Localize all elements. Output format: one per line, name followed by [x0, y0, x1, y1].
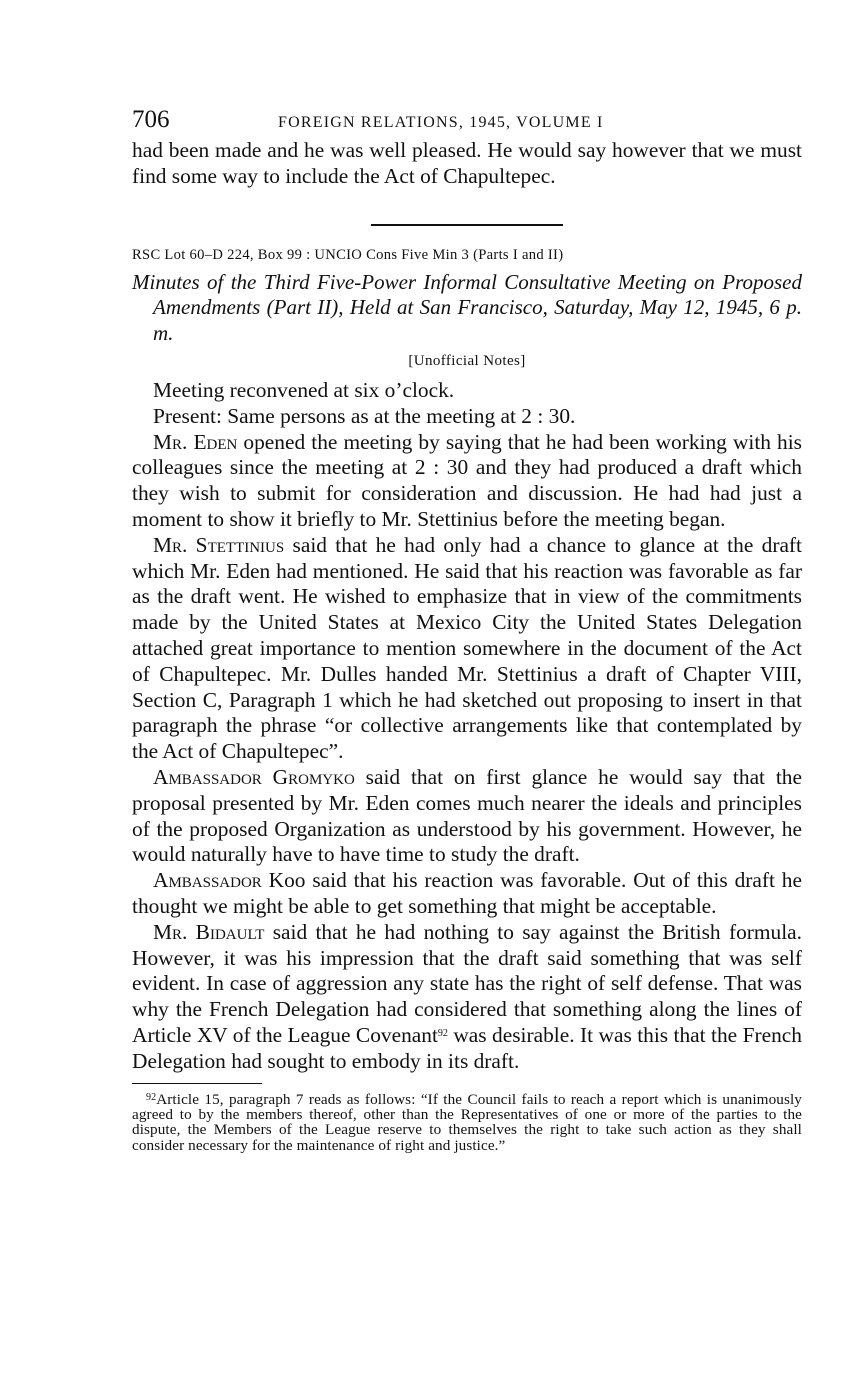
page-header: [132, 106, 802, 138]
paragraph: Mr. Eden opened the meeting by saying that he had been working with his colleagues since the meeting at 2 : 30 and they had produced a draft which they wish to submit for consideration and discussion. He had had just a moment to show it briefly to Mr. Stettinius before the meeting began.: [132, 429, 802, 531]
document-source: RSC Lot 60–D 224, Box 99 : UNCIO Cons Five Min 3 (Parts I and II): [132, 246, 564, 263]
document-title: Minutes of the Third Five-Power Informal Consultative Meeting on Proposed Amendments (Part II), Held at San Francisco, Saturday, May 12, 1945, 6 p. m.: [132, 269, 802, 346]
page-number: 706: [132, 106, 170, 133]
paragraph: Present: Same persons as at the meeting at 2 : 30.: [153, 403, 576, 428]
paragraph: Mr. Stettinius said that he had only had a chance to glance at the draft which Mr. Eden had mentioned. He said that his reaction was favorable as far as the draft went. He wished to emphasize that in view of the commitments made by the United States at Mexico City the United States Delegation attached great importance to mention somewhere in the document of the Act of Chapultepec. Mr. Dulles handed Mr. Stettinius a draft of Chapter VIII, Section C, Paragraph 1 which he had sketched out proposing to insert in that paragraph the phrase “or collective arrangements like that contemplated by the Act of Chapultepec”.: [132, 532, 803, 764]
carryover-paragraph: had been made and he was well pleased. He would say however that we must find some way to include the Act of Chapultepec.: [132, 138, 802, 188]
speaker: Mr. Bidault: [153, 919, 265, 944]
footnote-divider: [132, 1083, 262, 1084]
footnote-reference[interactable]: 92: [437, 1027, 448, 1039]
unofficial-notes-label: [Unofficial Notes]: [408, 352, 526, 369]
section-divider: [371, 224, 563, 226]
paragraph: Meeting reconvened at six o’clock.: [153, 377, 455, 402]
paragraph: Mr. Bidault said that he had nothing to say against the British formula. However, it was his impression that the draft said something that was self evident. In case of aggression any state has the right of self defense. That was why the French Delegation had considered that something along the lines of Article XV of the League Covenant$^{92}$ was desirable. It was this that the French Delegation had sought to embody in its draft.: [132, 919, 803, 1073]
speaker: Ambassador Gromyko: [153, 764, 355, 789]
speaker: Mr. Eden: [153, 429, 238, 454]
paragraph: Ambassador Koo said that his reaction was favorable. Out of this draft he thought we might be able to get something that might be acceptable.: [132, 868, 802, 918]
footnote-marker: 92: [146, 1091, 157, 1103]
speaker: Mr. Stettinius: [153, 532, 285, 557]
page: [132, 106, 802, 1153]
paragraph: Ambassador Gromyko said that on first glance he would say that the proposal presented by Mr. Eden comes much nearer the ideals and principles of the proposed Organization as understood by his government. However, he would naturally have to have time to study the draft.: [132, 764, 802, 867]
minutes-body: [132, 378, 802, 1075]
footnote: $^{92}$Article 15, paragraph 7 reads as follows: “If the Council fails to reach a report which is unanimously agreed to by the members thereof, other than the Representatives of one or more of the parties to the dispute, the Members of the League reserve to themselves the right to take such action as they shall consider necessary for the maintenance of right and justice.”: [132, 1090, 802, 1154]
running-title: FOREIGN RELATIONS, 1945, VOLUME I: [278, 114, 604, 131]
speaker: Ambassador: [153, 868, 262, 893]
